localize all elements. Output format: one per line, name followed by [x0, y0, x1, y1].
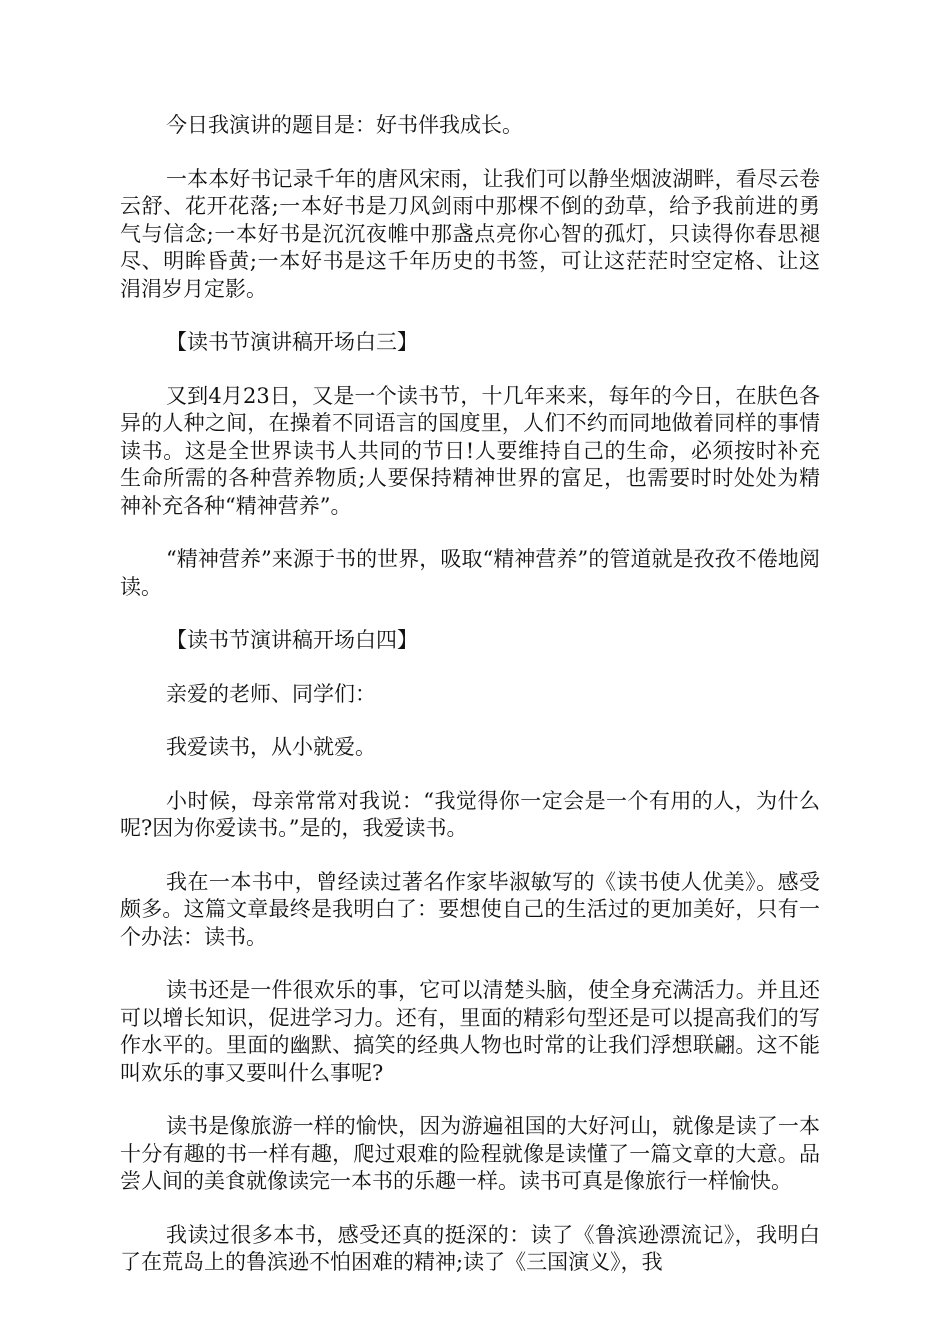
section-heading-opening-three: 【读书节演讲稿开场白三】 — [166, 330, 418, 354]
paragraph-love-reading: 我爱读书，从小就爱。 — [166, 735, 376, 759]
section-heading-opening-four: 【读书节演讲稿开场白四】 — [166, 628, 418, 652]
document-body — [120, 112, 820, 1277]
paragraph-travel: 读书是像旅游一样的愉快，因为游遍祖国的大好河山，就像是读了一本十分有趣的书一样有趣，爬过艰难的险程就像是读懂了一篇文章的大意。品尝人间的美食就像读完一本书的乐趣一样。读书可真是像旅行一样愉快。 — [120, 1114, 820, 1193]
paragraph-spiritual-nutrition: “精神营养”来源于书的世界，吸取“精神营养”的管道就是孜孜不倦地阅读。 — [120, 547, 820, 599]
paragraph-joy-of-reading: 读书还是一件很欢乐的事，它可以清楚头脑，使全身充满活力。并且还可以增长知识，促进学习力。还有，里面的精彩句型还是可以提高我们的写作水平的。里面的幽默、搞笑的经典人物也时常的让我们浮想联翩。这不能叫欢乐的事又要叫什么事呢? — [120, 978, 820, 1085]
paragraph-books-read: 我读过很多本书，感受还真的挺深的：读了《鲁滨逊漂流记》，我明白了在荒岛上的鲁滨逊不怕困难的精神;读了《三国演义》，我 — [120, 1222, 820, 1274]
paragraph-bishumin: 我在一本书中，曾经读过著名作家毕淑敏写的《读书使人优美》。感受颇多。这篇文章最终是我明白了：要想使自己的生活过的更加美好，只有一个办法：读书。 — [120, 869, 820, 949]
paragraph-good-books: 一本本好书记录千年的唐风宋雨，让我们可以静坐烟波湖畔，看尽云卷云舒、花开花落;一本好书是刀风剑雨中那棵不倒的劲草，给予我前进的勇气与信念;一本好书是沉沉夜帷中那盏点亮你心智的孤灯，只读得你春思褪尽、明眸昏黄;一本好书是这千年历史的书签，可让这茫茫时空定格、让这涓涓岁月定影。 — [120, 166, 820, 301]
paragraph-reading-day: 又到4月23日，又是一个读书节，十几年来来，每年的今日，在肤色各异的人种之间，在操着不同语言的国度里，人们不约而同地做着同样的事情 读书。这是全世界读书人共同的节日!人要维持自己的生命，必须按时补充生命所需的各种营养物质;人要保持精神世界的富足，也需要时时处处为精神补充各种“精神营养”。 — [120, 383, 820, 518]
paragraph-topic: 今日我演讲的题目是：好书伴我成长。 — [166, 113, 523, 137]
paragraph-childhood: 小时候，母亲常常对我说：“我觉得你一定会是一个有用的人，为什么呢?因为你爱读书。”是的，我爱读书。 — [120, 788, 820, 840]
paragraph-greeting: 亲爱的老师、同学们： — [166, 681, 376, 706]
